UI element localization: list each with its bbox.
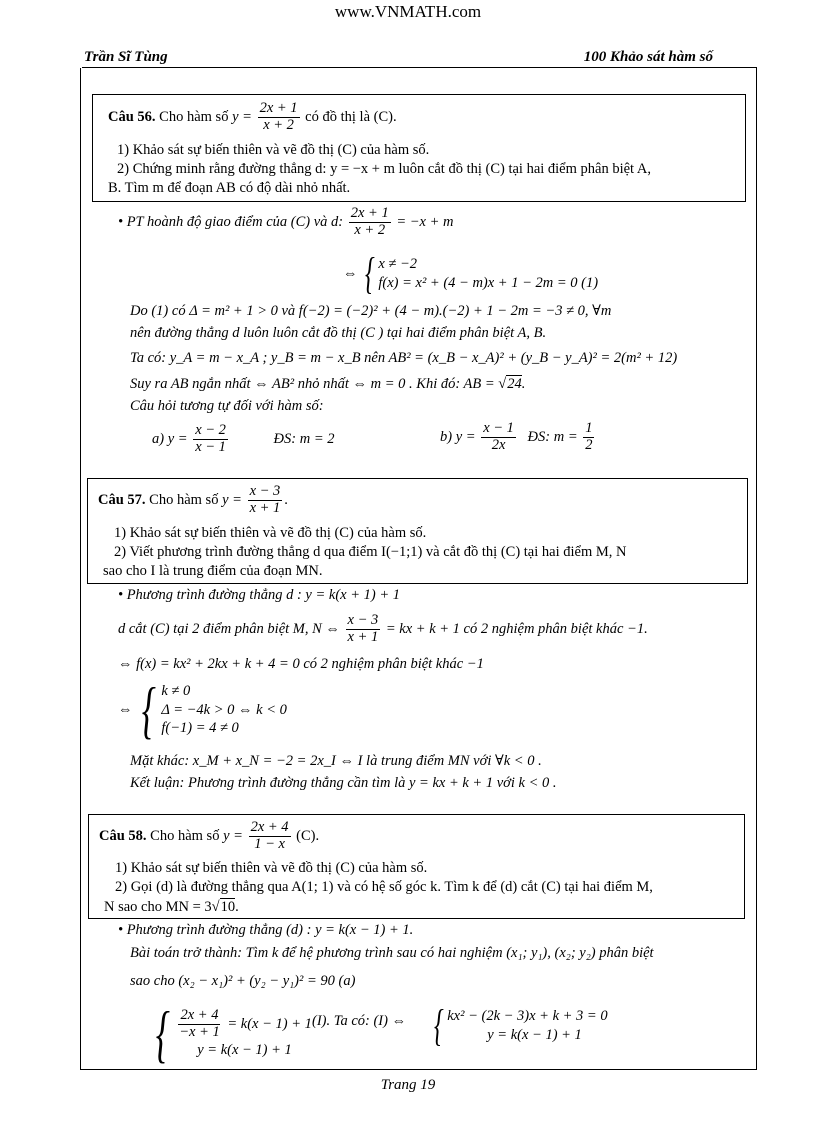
- q57-solution-line-4: Mặt khác: x_M + x_N = −2 = 2x_I ⇔ I là trung điểm MN với ∀k < 0 .: [130, 753, 542, 769]
- header-author: Trần Sĩ Tùng: [84, 49, 168, 65]
- q57-intro: Cho hàm số: [149, 491, 219, 508]
- q57-label: Câu 57.: [98, 491, 146, 508]
- header-book-title: 100 Khảo sát hàm số: [583, 49, 713, 65]
- q57-solution-line-1: • Phương trình đường thẳng d : y = k(x + 1) + 1: [118, 587, 400, 603]
- q58-function: $\frac{2x + 4}{1 - x}$: [250, 819, 289, 852]
- q56-task-2b: B. Tìm m để đoạn AB có độ dài nhỏ nhất.: [108, 180, 351, 196]
- q56-intro-end: có đồ thị là (C).: [305, 108, 397, 125]
- q57-function: $\frac{x - 3}{x + 1}$: [249, 483, 281, 516]
- q57-solution-line-2: d cắt (C) tại 2 điểm phân biệt M, N ⇔ $\frac{x - 3}{x + 1}$ = kx + k + 1 có 2 nghiệm phân biệt khác −1.: [118, 612, 648, 645]
- page-number: Trang 19: [380, 1077, 436, 1093]
- q57-task-2a: 2) Viết phương trình đường thẳng d qua điểm I(−1;1) và cắt đồ thị (C) tại hai điểm M, N: [114, 544, 627, 560]
- q57-task-2b: sao cho I là trung điểm của đoạn MN.: [103, 563, 323, 579]
- q56-solution-line-6: Câu hỏi tương tự đối với hàm số:: [130, 398, 324, 414]
- site-url: www.VNMATH.com: [334, 2, 482, 21]
- q58-intro: Cho hàm số: [150, 827, 220, 844]
- q56-solution-line-5: Suy ra AB ngắn nhất ⇔ AB² nhỏ nhất ⇔ m = 0 . Khi đó: AB = √24.: [130, 376, 526, 392]
- q56-label: Câu 56.: [108, 108, 156, 125]
- q56-task-1: 1) Khảo sát sự biến thiên và vẽ đồ thị (C) của hàm số.: [117, 142, 430, 158]
- q56-similar-b: b) y = $\frac{x - 1}{2x}$ ĐS: m = $\frac{1}{2}$: [440, 420, 593, 453]
- q58-system-right: { kx² − (2k − 3)x + k + 3 = 0 y = k(x − 1) + 1: [433, 1001, 608, 1050]
- q56-solution-line-1: • PT hoành độ giao điểm của (C) và d: $\frac{2x + 1}{x + 2}$ = −x + m: [118, 205, 454, 238]
- question-58-box: Câu 58. Cho hàm số y = $\frac{2x + 4}{1 - x}$ (C). 1) Khảo sát sự biến thiên và vẽ đồ thị (C) của hàm số. 2) Gọi (d) là đường thẳng qua A(1; 1) và có hệ số góc k. Tìm k để (d) cắt (C) tại hai điểm M, N sao cho MN = 3√10.: [88, 814, 745, 919]
- q57-task-1: 1) Khảo sát sự biến thiên và vẽ đồ thị (C) của hàm số.: [114, 525, 427, 541]
- q57-solution-line-5: Kết luận: Phương trình đường thẳng cần tìm là y = kx + k + 1 với k < 0 .: [130, 775, 557, 791]
- q56-system: ⇔ { x ≠ −2 f(x) = x² + (4 − m)x + 1 − 2m = 0 (1): [343, 249, 599, 298]
- q58-task-2b: N sao cho MN = 3√10.: [104, 899, 239, 915]
- q56-similar-a: a) y = $\frac{x - 2}{x - 1}$ ĐS: m = 2: [152, 422, 335, 455]
- q58-task-1: 1) Khảo sát sự biến thiên và vẽ đồ thị (C) của hàm số.: [115, 860, 428, 876]
- q56-solution-line-2: Do (1) có Δ = m² + 1 > 0 và f(−2) = (−2)² + (4 − m).(−2) + 1 − 2m = −3 ≠ 0, ∀m: [130, 303, 612, 319]
- q58-system-intro: (I). Ta có: (I) ⇔: [312, 1013, 407, 1029]
- q58-label: Câu 58.: [99, 827, 147, 844]
- q58-system-left: { $\frac{2x + 4}{-x + 1}$ = k(x − 1) + 1 y = k(x − 1) + 1: [155, 998, 312, 1069]
- q56-solution-line-4: Ta có: y_A = m − x_A ; y_B = m − x_B nên AB² = (x_B − x_A)² + (y_B − y_A)² = 2(m² + 12): [130, 350, 678, 366]
- q56-intro: Cho hàm số: [159, 108, 229, 125]
- q58-solution-line-3: sao cho (x₂ − x₁)² + (y₂ − y₁)² = 90 (a): [130, 973, 356, 989]
- q57-system: ⇔ { k ≠ 0 Δ = −4k > 0 ⇔ k < 0 f(−1) = 4 ≠ 0: [118, 674, 287, 745]
- q58-task-2a: 2) Gọi (d) là đường thẳng qua A(1; 1) và có hệ số góc k. Tìm k để (d) cắt (C) tại hai điểm M,: [115, 879, 653, 895]
- q58-solution-line-2: Bài toán trở thành: Tìm k để hệ phương trình sau có hai nghiệm (x₁; y₁), (x₂; y₂) phân biệt: [130, 945, 654, 961]
- q57-solution-line-3: ⇔ f(x) = kx² + 2kx + k + 4 = 0 có 2 nghiệm phân biệt khác −1: [118, 656, 484, 672]
- q58-solution-line-1: • Phương trình đường thẳng (d) : y = k(x − 1) + 1.: [118, 922, 414, 938]
- question-57-box: Câu 57. Cho hàm số y = $\frac{x - 3}{x + 1}$ . 1) Khảo sát sự biến thiên và vẽ đồ thị (C) của hàm số. 2) Viết phương trình đường thẳng d qua điểm I(−1;1) và cắt đồ thị (C) tại hai điểm M, N sao cho I là trung điểm của đoạn MN.: [87, 478, 748, 584]
- q56-function: $\frac{2x + 1}{x + 2}$: [259, 100, 298, 133]
- q56-task-2a: 2) Chứng minh rằng đường thẳng d: y = −x + m luôn cắt đồ thị (C) tại hai điểm phân biệt A,: [117, 161, 652, 177]
- q56-solution-line-3: nên đường thẳng d luôn luôn cắt đồ thị (C ) tại hai điểm phân biệt A, B.: [130, 325, 547, 341]
- question-56-box: Câu 56. Cho hàm số y = $\frac{2x + 1}{x + 2}$ có đồ thị là (C). 1) Khảo sát sự biến thiên và vẽ đồ thị (C) của hàm số. 2) Chứng minh rằng đường thẳng d: y = −x + m luôn cắt đồ thị (C) tại hai điểm phân biệt A, B. Tìm m để đoạn AB có độ dài nhỏ nhất.: [92, 94, 746, 202]
